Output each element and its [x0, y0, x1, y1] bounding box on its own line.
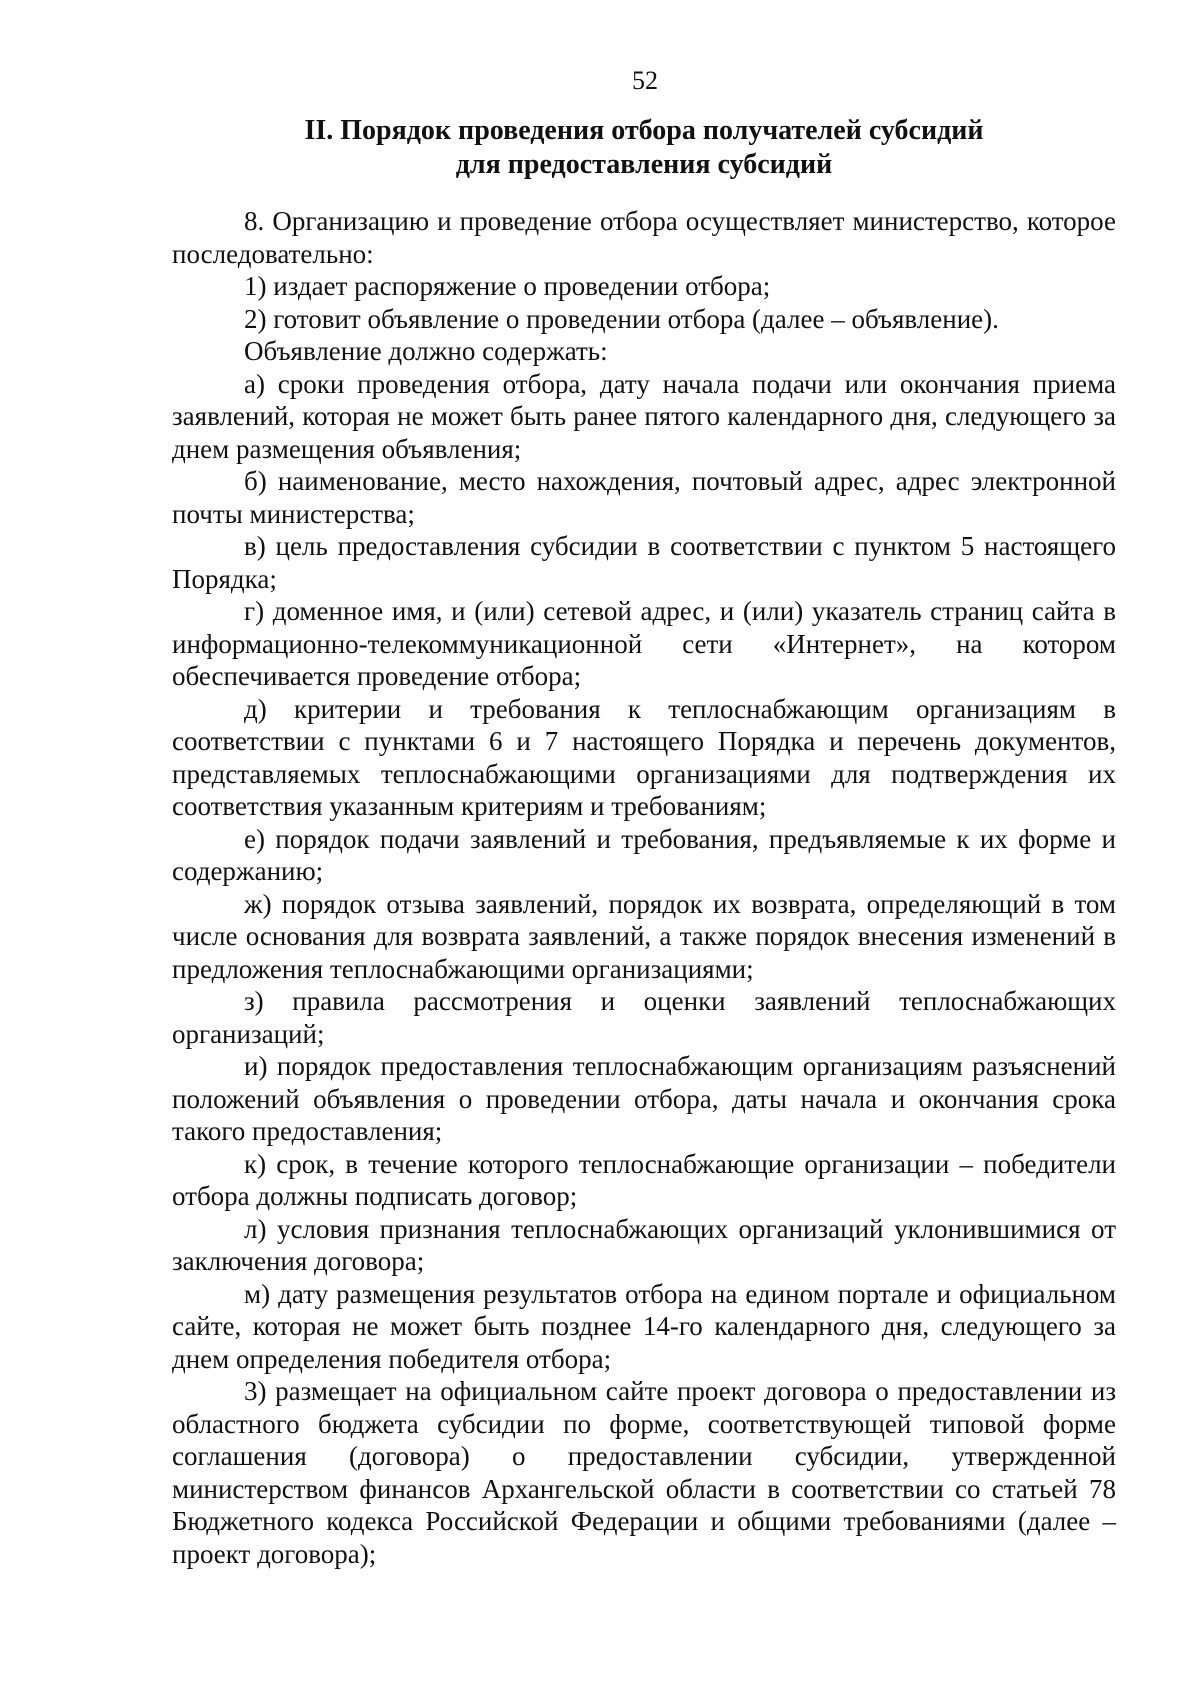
section-heading-line-2: для предоставления субсидий [455, 149, 833, 180]
paragraph: з) правила рассмотрения и оценки заявлений теплоснабжающих организаций; [172, 986, 1116, 1049]
paragraph: б) наименование, место нахождения, почтовый адрес, адрес электронной почты министерства; [172, 466, 1116, 529]
paragraph: 8. Организацию и проведение отбора осуществляет министерство, которое последовательно: [172, 206, 1116, 269]
paragraph: л) условия признания теплоснабжающих организаций уклонившимися от заключения договора; [172, 1213, 1116, 1276]
paragraph: Объявление должно содержать: [244, 336, 608, 366]
paragraph: к) срок, в течение которого теплоснабжающие организации – победители отбора должны подписать договор; [172, 1148, 1116, 1211]
section-heading-line-1: II. Порядок проведения отбора получателей субсидий [304, 115, 984, 146]
paragraph: м) дату размещения результатов отбора на едином портале и официальном сайте, которая не может быть позднее 14-го календарного дня, следующего за днем определения победителя отбора; [172, 1278, 1116, 1374]
section-heading [172, 114, 1116, 182]
paragraph: е) порядок подачи заявлений и требования, предъявляемые к их форме и содержанию; [172, 823, 1116, 886]
paragraph: г) доменное имя, и (или) сетевой адрес, и (или) указатель страниц сайта в информационно-телекоммуникационной сети «Интернет», на котором обеспечивается проведение отбора; [172, 596, 1116, 691]
paragraph: 3) размещает на официальном сайте проект договора о предоставлении из областного бюджета субсидии по форме, соответствующей типовой форме соглашения (договора) о предоставлении субсидии, утвержденной министерством финансов Архангельской области в соответствии со статьей 78 Бюджетного кодекса Российской Федерации и общими требованиями (далее – проект договора); [172, 1376, 1116, 1569]
document-body [172, 205, 1116, 1570]
paragraph: д) критерии и требования к теплоснабжающим организациям в соответствии с пунктами 6 и 7 настоящего Порядка и перечень документов, представляемых теплоснабжающими организациями для подтверждения их соответствия указанным критериям и требованиям; [172, 693, 1116, 821]
paragraph: 2) готовит объявление о проведении отбора (далее – объявление). [244, 303, 999, 334]
paragraph: 1) издает распоряжение о проведении отбора; [244, 271, 771, 301]
page-number: 52 [632, 66, 658, 95]
paragraph: а) сроки проведения отбора, дату начала подачи или окончания приема заявлений, которая не может быть ранее пятого календарного дня, следующего за днем размещения объявления; [172, 368, 1116, 464]
paragraph: ж) порядок отзыва заявлений, порядок их возврата, определяющий в том числе основания для возврата заявлений, а также порядок внесения изменений в предложения теплоснабжающими организациями; [172, 888, 1116, 984]
paragraph: и) порядок предоставления теплоснабжающим организациям разъяснений положений объявления о проведении отбора, даты начала и окончания срока такого предоставления; [172, 1051, 1116, 1146]
paragraph: в) цель предоставления субсидии в соответствии с пунктом 5 настоящего Порядка; [172, 531, 1116, 594]
